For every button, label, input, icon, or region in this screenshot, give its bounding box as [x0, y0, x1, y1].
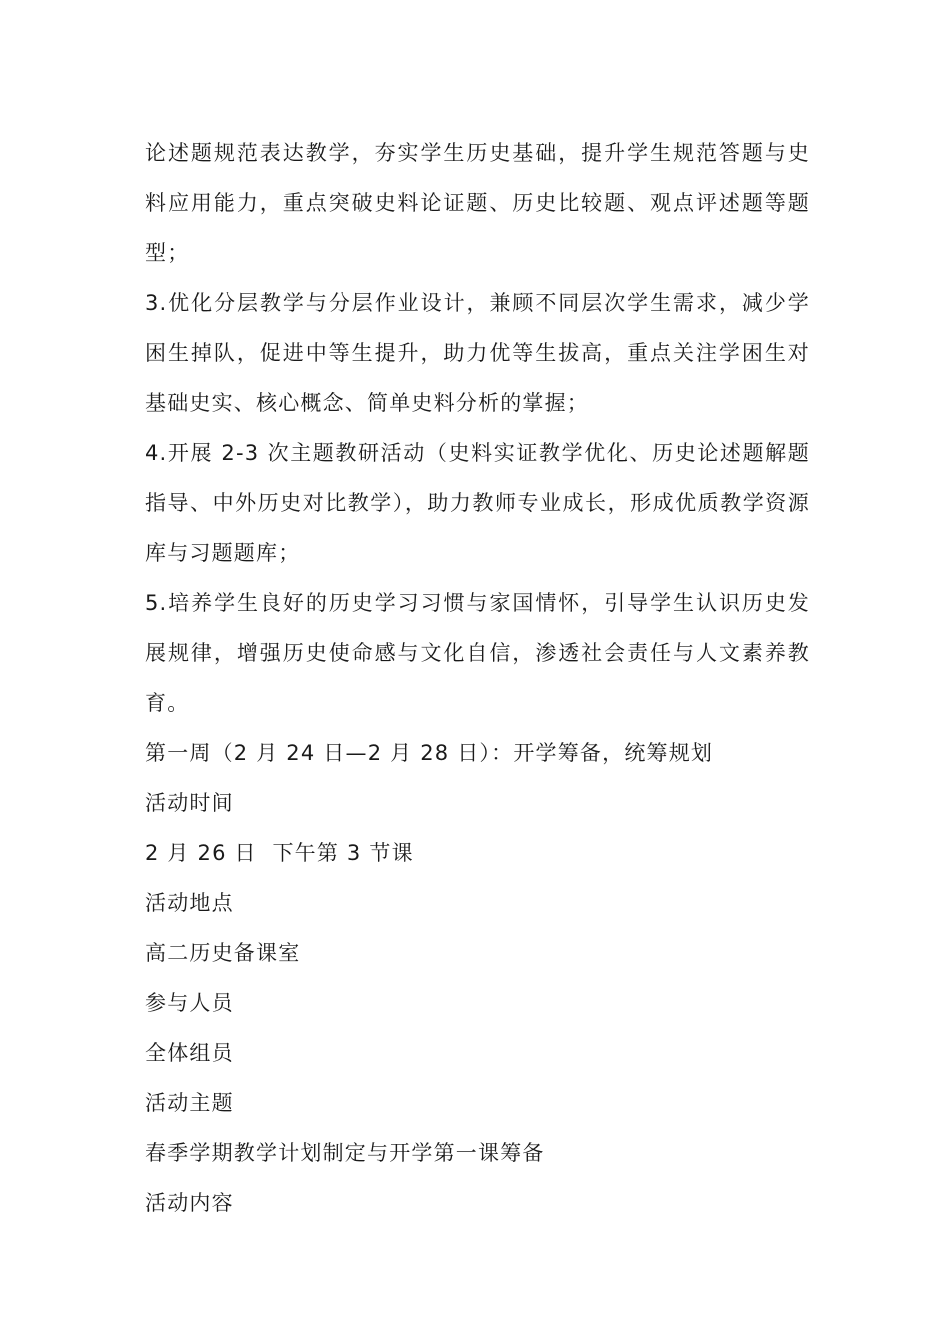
paragraph-goal-4: 4.开展 2-3 次主题教研活动（史料实证教学优化、历史论述题解题指导、中外历史对比教学），助力教师专业成长，形成优质教学资源库与习题题库；	[145, 441, 810, 565]
document-body	[145, 128, 810, 1228]
activity-theme-value: 春季学期教学计划制定与开学第一课筹备	[145, 1141, 545, 1165]
activity-location-value: 高二历史备课室	[145, 941, 301, 965]
paragraph-goal-5: 5.培养学生良好的历史学习习惯与家国情怀，引导学生认识历史发展规律，增强历史使命感与文化自信，渗透社会责任与人文素养教育。	[145, 591, 810, 715]
paragraph-goal-3: 3.优化分层教学与分层作业设计，兼顾不同层次学生需求，减少学困生掉队，促进中等生提升，助力优等生拔高，重点关注学困生对基础史实、核心概念、简单史料分析的掌握；	[145, 291, 810, 415]
participants-value: 全体组员	[145, 1041, 234, 1065]
activity-time-label: 活动时间	[145, 791, 234, 815]
paragraph-goal-2-continued: 论述题规范表达教学，夯实学生历史基础，提升学生规范答题与史料应用能力，重点突破史料论证题、历史比较题、观点评述题等题型；	[145, 141, 810, 265]
activity-theme-label: 活动主题	[145, 1091, 234, 1115]
activity-location-label: 活动地点	[145, 891, 234, 915]
activity-time-value: 2 月 26 日 下午第 3 节课	[145, 841, 414, 865]
week-one-heading: 第一周（2 月 24 日—2 月 28 日）：开学筹备，统筹规划	[145, 741, 714, 765]
participants-label: 参与人员	[145, 991, 234, 1015]
activity-content-label: 活动内容	[145, 1191, 234, 1215]
